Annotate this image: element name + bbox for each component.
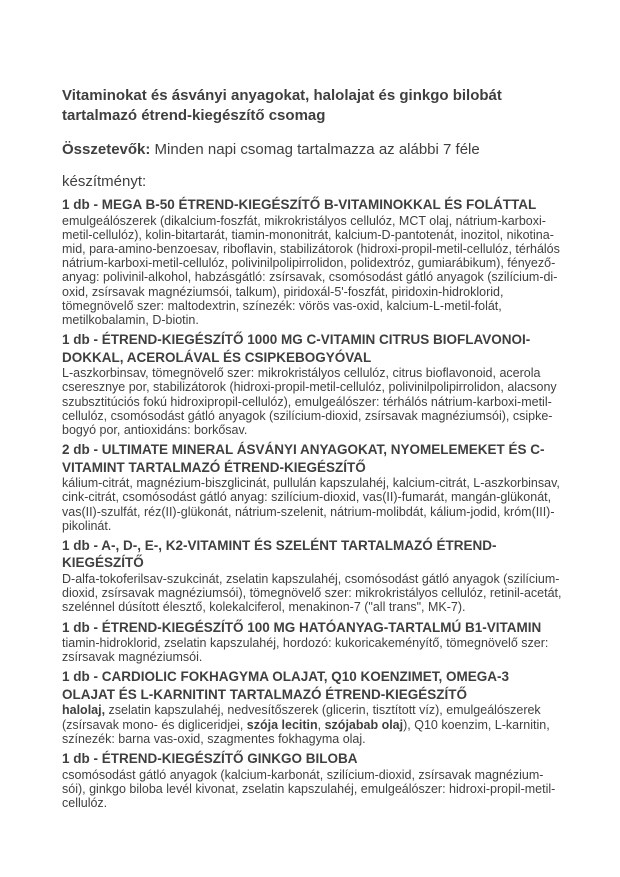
product-section-ingredients (62, 703, 562, 746)
ingredient-text: kálium-citrát, magnézium-biszglicinát, pullulán kapszulahéj, kalcium-citrát, L-aszkorbinsav, cink-citrát, csomósodást gátló anyag: szilícium-dioxid, vas(II)-fumarát, mangán-glükonát, vas(II)-szulfát, réz(II)-glükonát, nátrium-szelenit, nátrium-molibdát, kálium-jodid, króm(III)- pikolinát. (62, 476, 560, 533)
ingredient-text: D-alfa-tokoferilsav-szukcinát, zselatin kapszulahéj, csomósodást gátló anyagok (szilícium- dioxid, zsírsavak magnéziumsói), tömegnövelő szer: mikrokristályos cellulóz, retinil-acetát, szelénnel dúsított élesztő, kolekalciferol, menakinon-7 ("all trans", MK-7). (62, 571, 562, 615)
product-section (62, 750, 562, 810)
ingredient-emphasis: szójabab olaj (324, 717, 404, 732)
product-section (62, 331, 562, 437)
document-title: Vitaminokat és ásványi anyagokat, halolajat és ginkgo bilobát tartalmazó étrend-kiegészítő csomag (62, 87, 502, 124)
product-section (62, 537, 562, 615)
ingredient-text: zselatin kapszulahéj, nedvesítőszerek (glicerin, tisztított víz), emulgeálószerek (zsírsavak mono- és digliceridjei, (62, 703, 541, 732)
product-section (62, 668, 562, 746)
product-section-heading: 1 db - ÉTREND-KIEGÉSZÍTŐ GINKGO BILOBA (62, 751, 358, 767)
product-section (62, 619, 562, 665)
ingredient-text: , (317, 717, 325, 732)
product-section-heading: 1 db - A-, D-, E-, K2-VITAMINT ÉS SZELÉNT TARTALMAZÓ ÉTREND-KIEGÉSZÍTŐ (62, 537, 497, 571)
product-section-heading: 1 db - CARDIOLIC FOKHAGYMA OLAJAT, Q10 KOENZIMET, OMEGA-3 OLAJAT ÉS L-KARNITINT TARTALMAZÓ ÉTREND-KIEGÉSZÍTŐ (62, 669, 510, 702)
ingredients-intro-text: Minden napi csomag tartalmazza az alábbi 7 féle (150, 141, 480, 158)
product-sections (62, 196, 562, 810)
ingredients-intro-continuation: készítményt: (62, 173, 147, 190)
product-section-heading: 1 db - ÉTREND-KIEGÉSZÍTŐ 100 MG HATÓANYAG-TARTALMÚ B1-VITAMIN (62, 619, 542, 635)
ingredient-text: csomósodást gátló anyagok (kalcium-karbonát, szilícium-dioxid, zsírsavak magnézium-sói), ginkgo biloba levél kivonat, zselatin kapszulahéj, emulgeálószer: hidroxi-propil-metil-cellulóz. (62, 767, 556, 810)
product-section (62, 196, 562, 327)
ingredient-text: ), Q10 koenzim, L-karnitin, színezék: barna vas-oxid, szagmentes fokhagyma olaj. (62, 717, 550, 746)
product-section-heading: 1 db - MEGA B-50 ÉTREND-KIEGÉSZÍTŐ B-VITAMINOKKAL ÉS FOLÁTTAL (62, 197, 537, 212)
product-section (62, 441, 562, 533)
product-section-ingredients (62, 572, 562, 615)
product-section-ingredients (62, 214, 562, 328)
ingredients-intro (62, 140, 562, 160)
ingredients-label: Összetevők: (62, 141, 151, 158)
product-section-ingredients (62, 366, 562, 437)
ingredient-emphasis: szója lecitin (246, 717, 318, 732)
product-section-ingredients (62, 768, 562, 811)
product-section-ingredients (62, 636, 562, 664)
ingredient-text: L-aszkorbinsav, tömegnövelő szer: mikrokristályos cellulóz, citrus bioflavonoid, acerola cseresznye por, stabilizátorok (hidroxi-propil-metil-cellulóz, polivinilpolipirrolidon, alacsony szubsztitúciós fokú hidroxipropil-cellulóz), emulgeálószer: térhálós nátrium-karboxi-metil- cellulóz, csomósodást gátló anyagok (szilícium-dioxid, zsírsavak magnéziumsói), csipke- bogyó por, antioxidáns: borkősav. (62, 366, 557, 437)
ingredient-text: tiamin-hidroklorid, zselatin kapszulahéj, hordozó: kukoricakeményítő, tömegnövelő szer: zsírsavak magnéziumsói. (62, 636, 549, 665)
product-section-heading: 2 db - ULTIMATE MINERAL ÁSVÁNYI ANYAGOKAT, NYOMELEMEKET ÉS C-VITAMINT TARTALMAZÓ ÉTREND-KIEGÉSZÍTŐ (62, 442, 545, 475)
ingredient-text: emulgeálószerek (dikalcium-foszfát, mikrokristályos cellulóz, MCT olaj, nátrium-karboxi-metil-cellulóz), kolin-bitartarát, tiamin-mononitrát, kalcium-D-pantotenát, inozitol, nikotina- mid, para-amino-benzoesav, riboflavin, stabilizátorok (hidroxi-propil-metil-cellulóz, térhálós nátrium-karboxi-metil-cellulóz, polivinilpolipirrolidon, polidextróz, gumiarábikum), fényező- anyag: polivinil-alkohol, habzásgátló: zsírsavak, csomósodást gátló anyagok (szilícium-di- oxid, zsírsavak magnéziumsói, talkum), piridoxál-5'-foszfát, piridoxin-hidroklorid, tömegnövelő szer: maltodextrin, színezék: vörös vas-oxid, kalcium-L-metil-folát, metilkobalamin, D-biotin. (62, 213, 560, 327)
ingredient-emphasis: halolaj, (62, 703, 106, 718)
product-section-ingredients (62, 476, 562, 533)
product-section-heading: 1 db - ÉTREND-KIEGÉSZÍTŐ 1000 MG C-VITAMIN CITRUS BIOFLAVONOI- DOKKAL, ACEROLÁVAL ÉS CSIPKEBOGYÓVAL (62, 332, 531, 365)
